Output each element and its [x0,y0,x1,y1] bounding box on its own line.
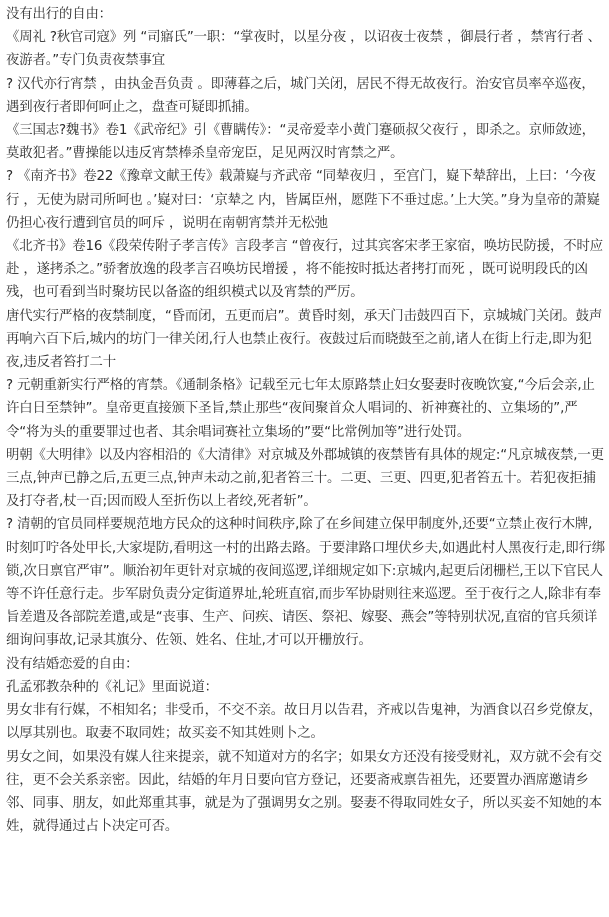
paragraph-nanqishu: ? 《南齐书》卷22《豫章文献王传》载萧嶷与齐武帝 “同辇夜归 ，至宫门，嶷下辇辞出，上曰：‘今夜行 ，无使为尉司所呵也 。’嶷对曰：‘京辇之 内，皆属臣州，愿陛下不垂过虑。’上大笑。”身为皇帝的萧嶷仍担心夜行遭到官员的呵斥 ，说明在南朝宵禁并无松弛 [6,169,600,231]
paragraph-yuan: ? 元朝重新实行严格的宵禁。《通制条格》记载至元七年太原路禁止妇女娶妻时夜晚饮宴,“今后会亲,止许白日至禁钟”。皇帝更直接颁下圣旨,禁止那些“夜间聚首众人唱词的、祈神赛社的、立集场的”,严令“将为头的重要罪过也者、其余唱词赛社立集场的”要“比常例加等”进行处罚。 [6,378,595,440]
paragraph-beiqishu: 《北齐书》卷16《段荣传附子孝言传》言段孝言 “曾夜行，过其宾客宋孝王家宿，唤坊民防援，不时应赴 ，遂拷杀之。”骄奢放逸的段孝言召唤坊民增援 ，将不能按时抵达者拷打而死 ，既可说明段氏的凶残，也可看到当时聚坊民以备盗的组织模式以及宵禁的严厉。 [6,239,603,301]
paragraph-sanguozhi: 《三国志?魏书》卷1《武帝纪》引《曹瞒传》：“灵帝爱幸小黄门蹇硕叔父夜行 ，即杀之。京师敛迹，莫敢犯者。”曹操能以违反宵禁棒杀皇帝宠臣，足见两汉时宵禁之严。 [6,123,595,162]
paragraph-ming: 明朝《大明律》以及内容相沿的《大清律》对京城及外郡城镇的夜禁皆有具体的规定:“凡京城夜禁,一更三点,钟声已静之后,五更三点,钟声未动之前,犯者笞三十。二更、三更、四更,犯者笞五十。若犯夜拒捕及打夺者,杖一百;因而殴人至折伤以上者绞,死者斩”。 [6,447,604,510]
paragraph-zhouli: 《周礼 ?秋官司寇》列 “司寤氏”一职：“掌夜时，以星分夜 ，以诏夜士夜禁 ，御晨行者 ，禁宵行者 、夜游者。”专门负责夜禁事宜 [6,30,601,69]
section-heading-travel: 没有出行的自由： [6,7,112,22]
paragraph-liji-quote: 男女非有行媒，不相知名；非受币，不交不亲。故日月以告君，齐戒以告鬼神，为酒食以召乡党僚友，以厚其别也。取妻不取同姓；故买妾不知其姓则卜之。 [6,703,602,742]
paragraph-liji-explanation: 男女之间，如果没有媒人往来提亲，就不知道对方的名字；如果女方还没有接受财礼，双方就不会有交往，更不会关系亲密。因此，结婚的年月日要向官方登记，还要斋戒禀告祖先，还要置办酒席邀请乡邻、同事、朋友，如此郑重其事，就是为了强调男女之别。娶妻不得取同姓女子，所以买妾不知她的本姓，就得通过占卜决定可否。 [6,749,602,835]
paragraph-liji-intro: 孔孟邪教杂种的《礼记》里面说道： [6,679,218,695]
paragraph-qing: ? 清朝的官员同样要规范地方民众的这种时间秩序,除了在乡间建立保甲制度外,还要“立禁止夜行木牌,时刻叮咛各处甲长,大家堤防,看明这一村的出路去路。于要津路口埋伏乡夫,如遇此村人黑夜行走,即行绑锁,次日禀官严审”。顺治初年更针对京城的夜间巡逻,详细规定如下:京城内,起更后闭栅栏,王以下官民人等不许任意行走。步军尉负责分定街道界址,轮班直宿,而步军协尉则往来巡逻。至于夜行之人,除非有奉旨差遣及各部院差遣,或是“丧事、生产、问疾、请医、祭祀、嫁娶、燕会”等特别状况,直宿的官兵须详细询问事故,记录其旗分、佐领、姓名、住址,才可以开栅放行。 [6,517,606,649]
section-heading-marriage: 没有结婚恋爱的自由： [6,656,139,672]
paragraph-han: ? 汉代亦行宵禁 ，由执金吾负责 。即薄暮之后，城门关闭，居民不得无故夜行。治安官员率卒巡夜，遇到夜行者即何呵止之，盘查可疑即抓捕。 [6,76,595,115]
paragraph-tang: 唐代实行严格的夜禁制度，“昏而闭，五更而启”。黄昏时刻，承天门击鼓四百下，京城城门关闭。鼓声再响六百下后,城内的坊门一律关闭,行人也禁止夜行。夜鼓过后而晓鼓至之前,诸人在街上行走,即为犯夜,违反者笞打二十 [6,308,603,371]
